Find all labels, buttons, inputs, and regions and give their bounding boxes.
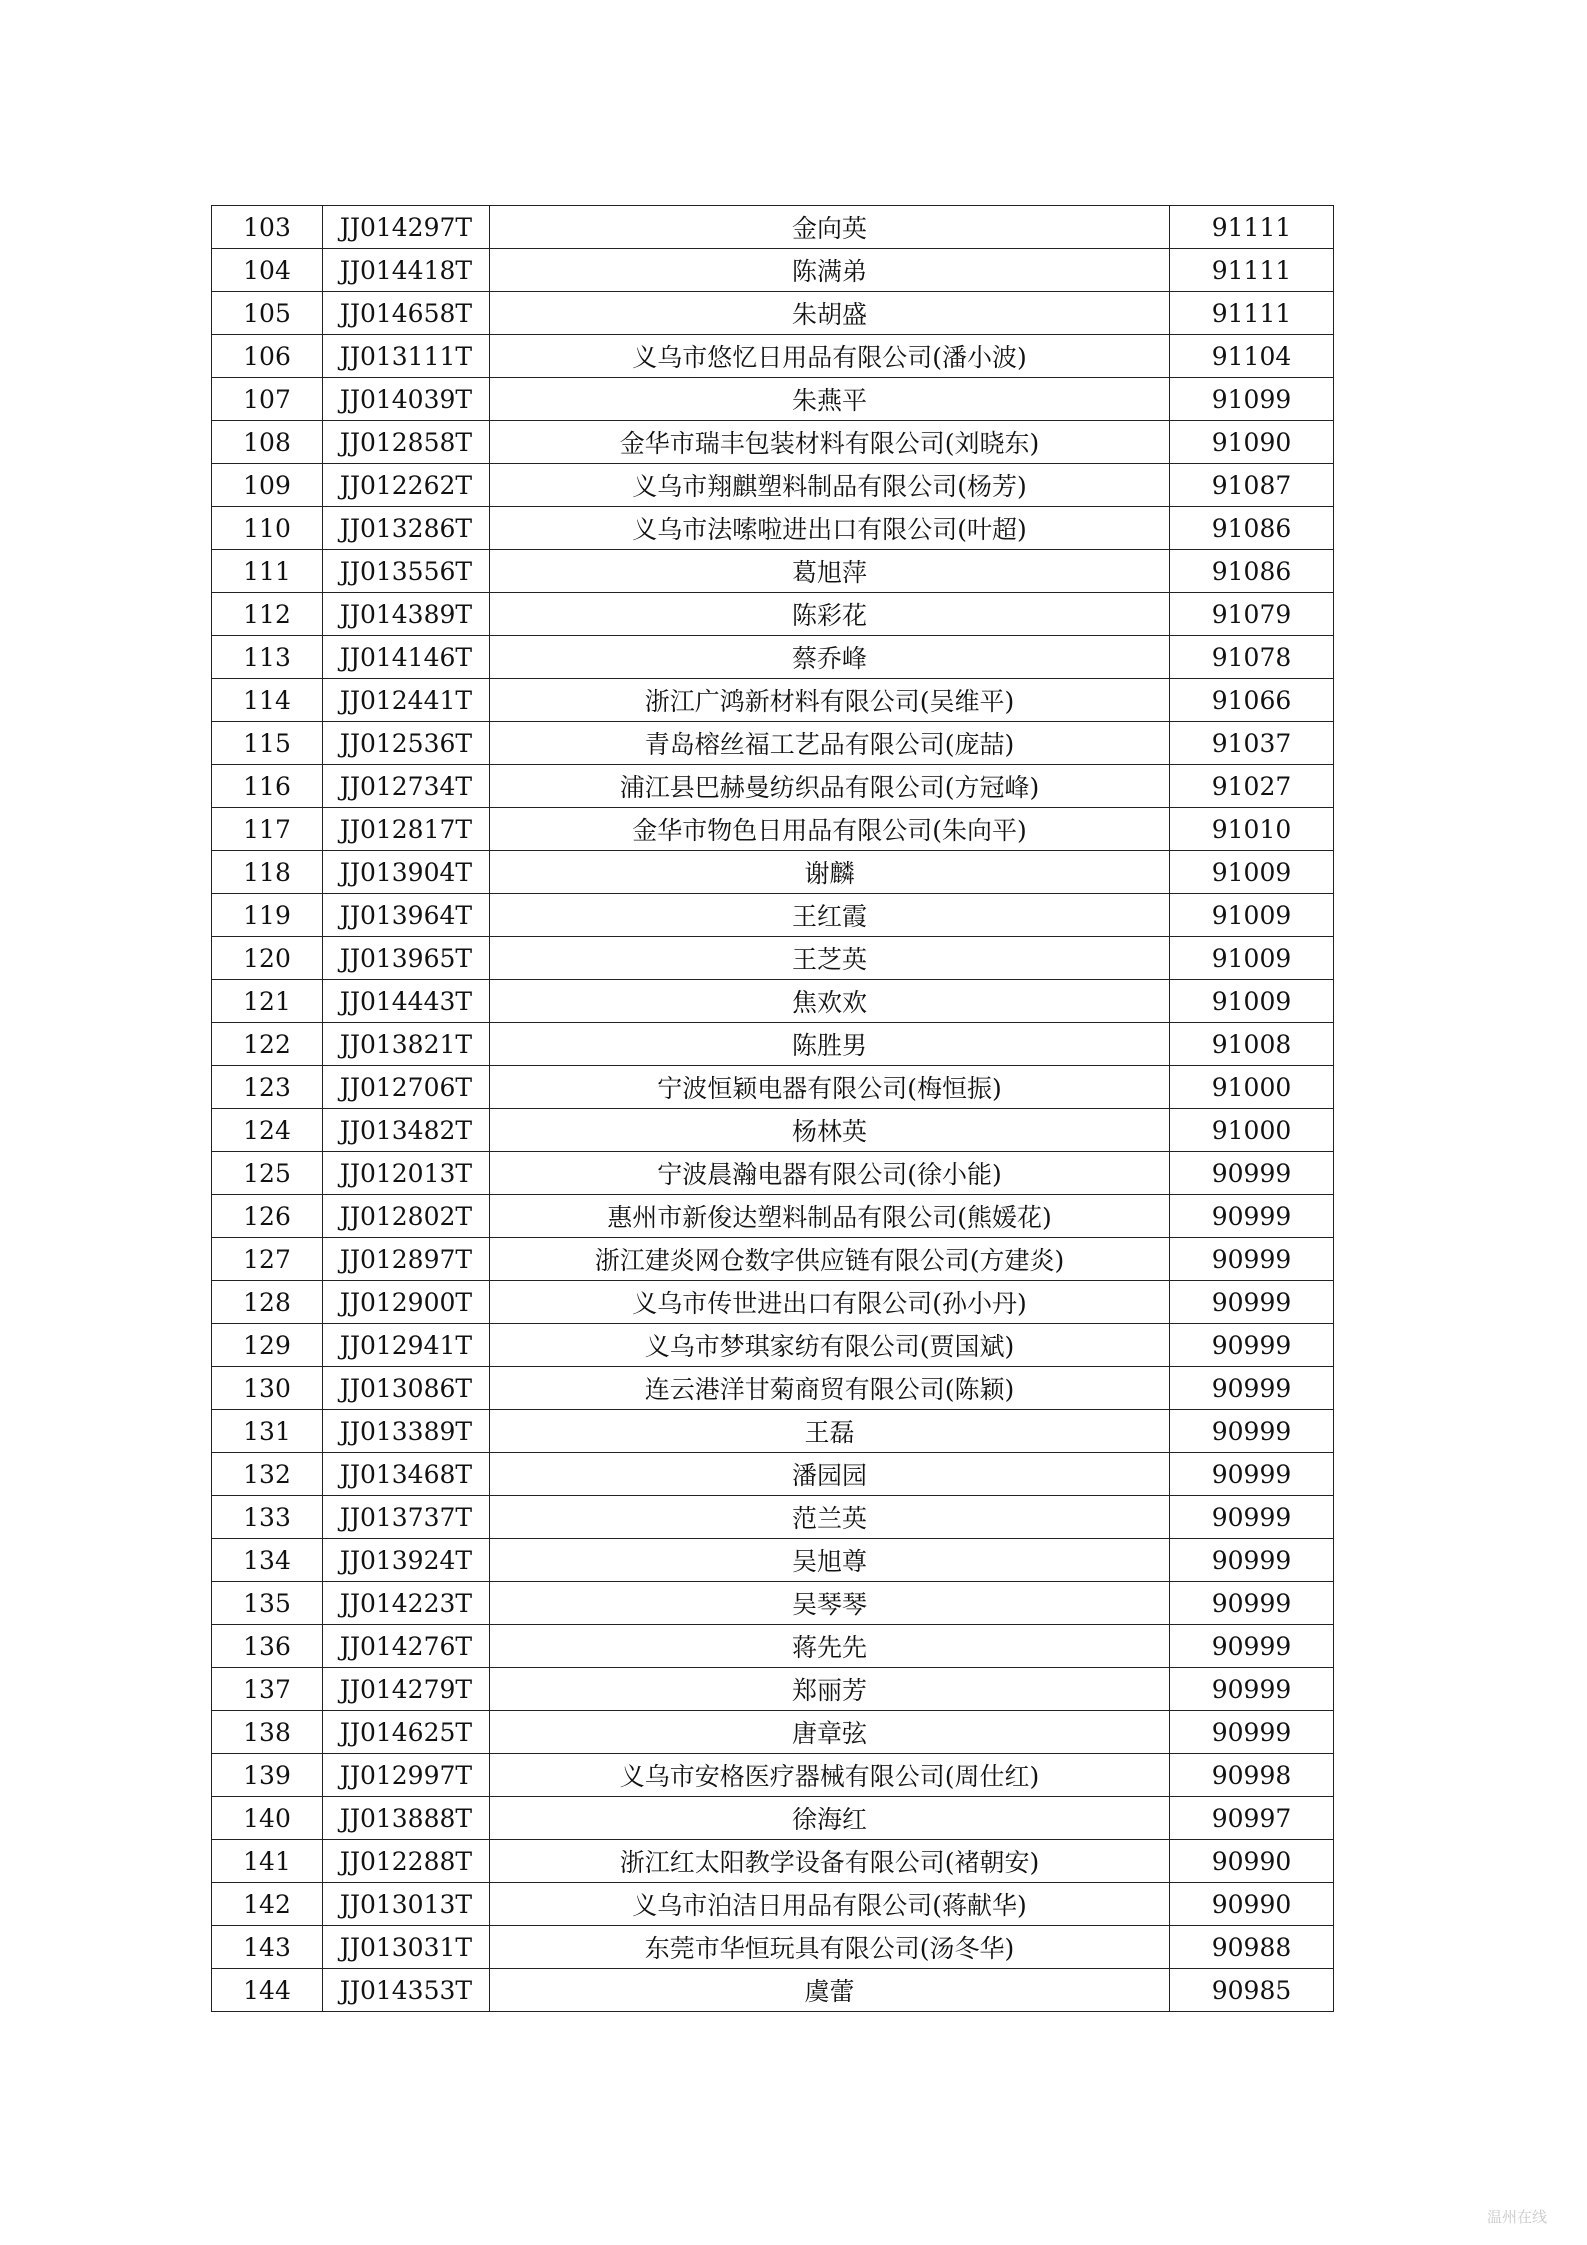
score-cell: 90999 [1170, 1539, 1334, 1582]
code-cell: JJ012536T [323, 722, 490, 765]
row-number-cell: 116 [212, 765, 323, 808]
name-cell: 潘园园 [490, 1453, 1170, 1496]
score-cell: 90985 [1170, 1969, 1334, 2012]
row-number-cell: 108 [212, 421, 323, 464]
score-cell: 90999 [1170, 1238, 1334, 1281]
table-row [212, 593, 1334, 636]
score-cell: 90990 [1170, 1840, 1334, 1883]
name-cell: 朱燕平 [490, 378, 1170, 421]
name-cell: 浙江建炎网仓数字供应链有限公司(方建炎) [490, 1238, 1170, 1281]
table-row [212, 1625, 1334, 1668]
score-cell: 90988 [1170, 1926, 1334, 1969]
row-number-cell: 112 [212, 593, 323, 636]
name-cell: 惠州市新俊达塑料制品有限公司(熊媛花) [490, 1195, 1170, 1238]
table-row [212, 1367, 1334, 1410]
row-number-cell: 104 [212, 249, 323, 292]
table-row [212, 464, 1334, 507]
score-cell: 91037 [1170, 722, 1334, 765]
code-cell: JJ012262T [323, 464, 490, 507]
row-number-cell: 118 [212, 851, 323, 894]
code-cell: JJ012441T [323, 679, 490, 722]
score-cell: 91078 [1170, 636, 1334, 679]
score-cell: 90999 [1170, 1453, 1334, 1496]
code-cell: JJ013468T [323, 1453, 490, 1496]
code-cell: JJ013924T [323, 1539, 490, 1582]
score-cell: 91111 [1170, 206, 1334, 249]
code-cell: JJ012734T [323, 765, 490, 808]
code-cell: JJ014146T [323, 636, 490, 679]
row-number-cell: 124 [212, 1109, 323, 1152]
name-cell: 陈彩花 [490, 593, 1170, 636]
table-row [212, 1539, 1334, 1582]
table-row [212, 808, 1334, 851]
row-number-cell: 105 [212, 292, 323, 335]
row-number-cell: 117 [212, 808, 323, 851]
code-cell: JJ014418T [323, 249, 490, 292]
table-row [212, 636, 1334, 679]
code-cell: JJ013389T [323, 1410, 490, 1453]
row-number-cell: 131 [212, 1410, 323, 1453]
name-cell: 王磊 [490, 1410, 1170, 1453]
row-number-cell: 143 [212, 1926, 323, 1969]
code-cell: JJ014276T [323, 1625, 490, 1668]
table-row [212, 1152, 1334, 1195]
code-cell: JJ013888T [323, 1797, 490, 1840]
row-number-cell: 127 [212, 1238, 323, 1281]
row-number-cell: 135 [212, 1582, 323, 1625]
score-cell: 91000 [1170, 1109, 1334, 1152]
code-cell: JJ012897T [323, 1238, 490, 1281]
name-cell: 吴旭尊 [490, 1539, 1170, 1582]
table-row [212, 851, 1334, 894]
row-number-cell: 114 [212, 679, 323, 722]
row-number-cell: 133 [212, 1496, 323, 1539]
row-number-cell: 129 [212, 1324, 323, 1367]
name-cell: 陈满弟 [490, 249, 1170, 292]
name-cell: 义乌市安格医疗器械有限公司(周仕红) [490, 1754, 1170, 1797]
table-row [212, 1195, 1334, 1238]
code-cell: JJ012288T [323, 1840, 490, 1883]
score-cell: 90999 [1170, 1152, 1334, 1195]
name-cell: 虞蕾 [490, 1969, 1170, 2012]
score-cell: 91009 [1170, 851, 1334, 894]
code-cell: JJ012858T [323, 421, 490, 464]
table-row [212, 335, 1334, 378]
score-cell: 90999 [1170, 1324, 1334, 1367]
score-cell: 91027 [1170, 765, 1334, 808]
row-number-cell: 110 [212, 507, 323, 550]
name-cell: 谢麟 [490, 851, 1170, 894]
name-cell: 焦欢欢 [490, 980, 1170, 1023]
row-number-cell: 119 [212, 894, 323, 937]
name-cell: 金华市物色日用品有限公司(朱向平) [490, 808, 1170, 851]
code-cell: JJ014297T [323, 206, 490, 249]
score-cell: 90999 [1170, 1281, 1334, 1324]
table-row [212, 722, 1334, 765]
table-row [212, 1109, 1334, 1152]
table-row [212, 421, 1334, 464]
name-cell: 浦江县巴赫曼纺织品有限公司(方冠峰) [490, 765, 1170, 808]
score-cell: 91079 [1170, 593, 1334, 636]
table-row [212, 1668, 1334, 1711]
code-cell: JJ014625T [323, 1711, 490, 1754]
score-cell: 91008 [1170, 1023, 1334, 1066]
score-cell: 91099 [1170, 378, 1334, 421]
table-row [212, 1066, 1334, 1109]
table-row [212, 1410, 1334, 1453]
code-cell: JJ013556T [323, 550, 490, 593]
table-row [212, 765, 1334, 808]
row-number-cell: 144 [212, 1969, 323, 2012]
name-cell: 义乌市泊洁日用品有限公司(蒋献华) [490, 1883, 1170, 1926]
table-row [212, 1023, 1334, 1066]
name-cell: 徐海红 [490, 1797, 1170, 1840]
score-cell: 91086 [1170, 550, 1334, 593]
name-cell: 义乌市梦琪家纺有限公司(贾国斌) [490, 1324, 1170, 1367]
score-cell: 90999 [1170, 1711, 1334, 1754]
code-cell: JJ014223T [323, 1582, 490, 1625]
code-cell: JJ013737T [323, 1496, 490, 1539]
table-row [212, 1281, 1334, 1324]
table-row [212, 1496, 1334, 1539]
ranking-table-body [212, 206, 1334, 2012]
table-row [212, 550, 1334, 593]
row-number-cell: 138 [212, 1711, 323, 1754]
row-number-cell: 113 [212, 636, 323, 679]
code-cell: JJ012817T [323, 808, 490, 851]
score-cell: 91009 [1170, 937, 1334, 980]
code-cell: JJ012706T [323, 1066, 490, 1109]
score-cell: 90999 [1170, 1195, 1334, 1238]
row-number-cell: 130 [212, 1367, 323, 1410]
table-row [212, 679, 1334, 722]
name-cell: 蒋先先 [490, 1625, 1170, 1668]
code-cell: JJ013964T [323, 894, 490, 937]
table-row [212, 292, 1334, 335]
code-cell: JJ013965T [323, 937, 490, 980]
table-row [212, 1711, 1334, 1754]
code-cell: JJ014443T [323, 980, 490, 1023]
code-cell: JJ012802T [323, 1195, 490, 1238]
code-cell: JJ013286T [323, 507, 490, 550]
name-cell: 杨林英 [490, 1109, 1170, 1152]
name-cell: 金向英 [490, 206, 1170, 249]
code-cell: JJ013013T [323, 1883, 490, 1926]
table-row [212, 249, 1334, 292]
score-cell: 91009 [1170, 980, 1334, 1023]
code-cell: JJ013482T [323, 1109, 490, 1152]
score-cell: 90997 [1170, 1797, 1334, 1840]
row-number-cell: 139 [212, 1754, 323, 1797]
name-cell: 金华市瑞丰包装材料有限公司(刘晓东) [490, 421, 1170, 464]
code-cell: JJ012900T [323, 1281, 490, 1324]
code-cell: JJ014389T [323, 593, 490, 636]
score-cell: 91066 [1170, 679, 1334, 722]
code-cell: JJ013821T [323, 1023, 490, 1066]
row-number-cell: 128 [212, 1281, 323, 1324]
table-row [212, 1840, 1334, 1883]
row-number-cell: 115 [212, 722, 323, 765]
name-cell: 吴琴琴 [490, 1582, 1170, 1625]
score-cell: 90999 [1170, 1367, 1334, 1410]
row-number-cell: 122 [212, 1023, 323, 1066]
score-cell: 90999 [1170, 1496, 1334, 1539]
code-cell: JJ012941T [323, 1324, 490, 1367]
name-cell: 郑丽芳 [490, 1668, 1170, 1711]
row-number-cell: 141 [212, 1840, 323, 1883]
code-cell: JJ013904T [323, 851, 490, 894]
code-cell: JJ014039T [323, 378, 490, 421]
score-cell: 91086 [1170, 507, 1334, 550]
score-cell: 91090 [1170, 421, 1334, 464]
watermark: 温州在线 [1486, 2208, 1547, 2226]
code-cell: JJ014279T [323, 1668, 490, 1711]
code-cell: JJ013111T [323, 335, 490, 378]
name-cell: 青岛榕丝福工艺品有限公司(庞喆) [490, 722, 1170, 765]
score-cell: 91104 [1170, 335, 1334, 378]
score-cell: 91087 [1170, 464, 1334, 507]
name-cell: 义乌市翔麒塑料制品有限公司(杨芳) [490, 464, 1170, 507]
row-number-cell: 111 [212, 550, 323, 593]
score-cell: 90990 [1170, 1883, 1334, 1926]
row-number-cell: 106 [212, 335, 323, 378]
name-cell: 连云港洋甘菊商贸有限公司(陈颖) [490, 1367, 1170, 1410]
code-cell: JJ013086T [323, 1367, 490, 1410]
code-cell: JJ013031T [323, 1926, 490, 1969]
ranking-table [211, 205, 1334, 2012]
table-row [212, 894, 1334, 937]
name-cell: 范兰英 [490, 1496, 1170, 1539]
code-cell: JJ012013T [323, 1152, 490, 1195]
row-number-cell: 132 [212, 1453, 323, 1496]
name-cell: 王芝英 [490, 937, 1170, 980]
row-number-cell: 126 [212, 1195, 323, 1238]
score-cell: 91000 [1170, 1066, 1334, 1109]
code-cell: JJ012997T [323, 1754, 490, 1797]
table-row [212, 1324, 1334, 1367]
score-cell: 91009 [1170, 894, 1334, 937]
name-cell: 浙江广鸿新材料有限公司(吴维平) [490, 679, 1170, 722]
name-cell: 朱胡盛 [490, 292, 1170, 335]
name-cell: 浙江红太阳教学设备有限公司(褚朝安) [490, 1840, 1170, 1883]
row-number-cell: 137 [212, 1668, 323, 1711]
table-row [212, 1883, 1334, 1926]
row-number-cell: 140 [212, 1797, 323, 1840]
name-cell: 唐章弦 [490, 1711, 1170, 1754]
row-number-cell: 142 [212, 1883, 323, 1926]
row-number-cell: 134 [212, 1539, 323, 1582]
row-number-cell: 120 [212, 937, 323, 980]
score-cell: 90999 [1170, 1625, 1334, 1668]
score-cell: 90999 [1170, 1668, 1334, 1711]
name-cell: 义乌市传世进出口有限公司(孙小丹) [490, 1281, 1170, 1324]
table-row [212, 1582, 1334, 1625]
name-cell: 葛旭萍 [490, 550, 1170, 593]
row-number-cell: 107 [212, 378, 323, 421]
table-row [212, 980, 1334, 1023]
score-cell: 90999 [1170, 1410, 1334, 1453]
name-cell: 王红霞 [490, 894, 1170, 937]
name-cell: 东莞市华恒玩具有限公司(汤冬华) [490, 1926, 1170, 1969]
table-row [212, 206, 1334, 249]
table-row [212, 1238, 1334, 1281]
table-row [212, 1754, 1334, 1797]
row-number-cell: 125 [212, 1152, 323, 1195]
table-row [212, 507, 1334, 550]
score-cell: 91111 [1170, 249, 1334, 292]
score-cell: 90998 [1170, 1754, 1334, 1797]
code-cell: JJ014353T [323, 1969, 490, 2012]
row-number-cell: 136 [212, 1625, 323, 1668]
table-row [212, 1926, 1334, 1969]
row-number-cell: 109 [212, 464, 323, 507]
score-cell: 91111 [1170, 292, 1334, 335]
table-row [212, 1969, 1334, 2012]
name-cell: 义乌市法嗦啦进出口有限公司(叶超) [490, 507, 1170, 550]
table-row [212, 937, 1334, 980]
name-cell: 蔡乔峰 [490, 636, 1170, 679]
name-cell: 宁波恒颖电器有限公司(梅恒振) [490, 1066, 1170, 1109]
score-cell: 91010 [1170, 808, 1334, 851]
name-cell: 陈胜男 [490, 1023, 1170, 1066]
table-row [212, 1797, 1334, 1840]
name-cell: 义乌市悠忆日用品有限公司(潘小波) [490, 335, 1170, 378]
row-number-cell: 103 [212, 206, 323, 249]
code-cell: JJ014658T [323, 292, 490, 335]
name-cell: 宁波晨瀚电器有限公司(徐小能) [490, 1152, 1170, 1195]
table-row [212, 378, 1334, 421]
row-number-cell: 123 [212, 1066, 323, 1109]
table-row [212, 1453, 1334, 1496]
row-number-cell: 121 [212, 980, 323, 1023]
score-cell: 90999 [1170, 1582, 1334, 1625]
